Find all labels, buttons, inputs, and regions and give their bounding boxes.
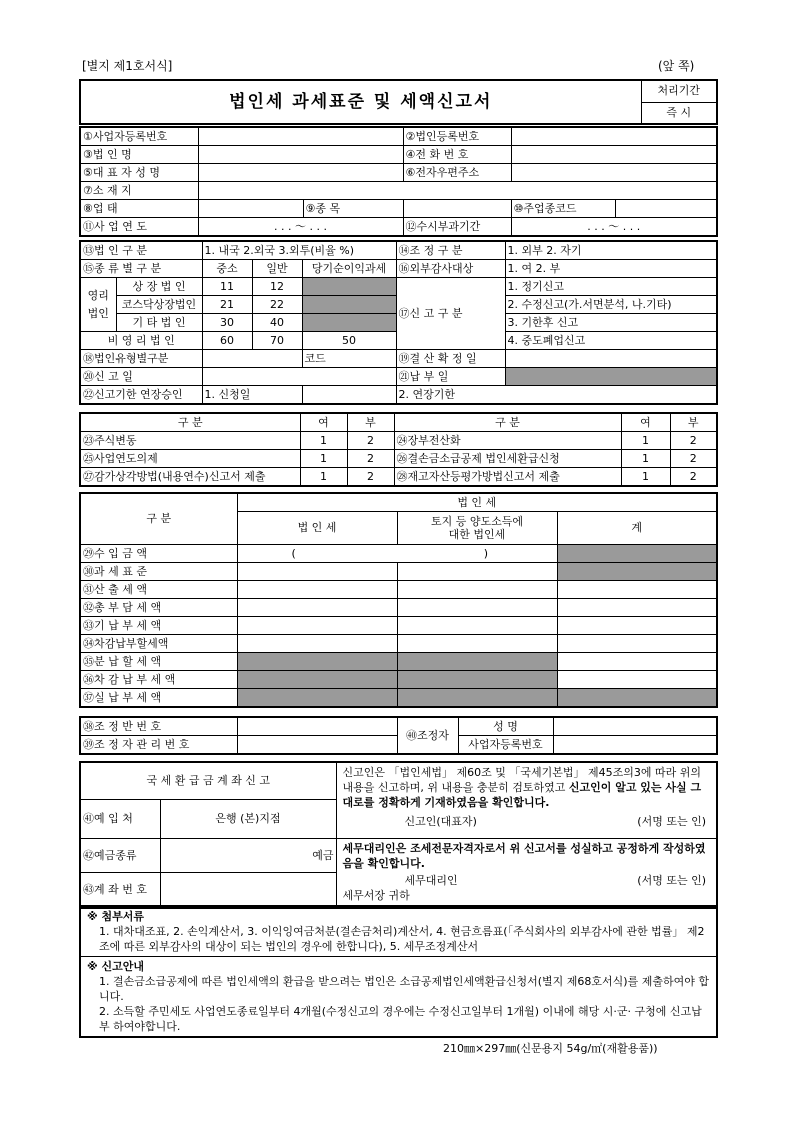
extension-label: ㉒신고기한 연장승인 — [80, 386, 202, 405]
tax-cell[interactable] — [397, 581, 557, 599]
cons-label: 당기순이익과세 — [302, 260, 396, 278]
yn-no[interactable]: 2 — [670, 450, 717, 468]
shaded-cell — [557, 689, 717, 708]
yn-yes[interactable]: 1 — [300, 468, 347, 487]
tax-cell[interactable] — [397, 635, 557, 653]
shaded-cell — [557, 563, 717, 581]
adj-mgmt-label: ㊴조 정 자 관 리 번 호 — [80, 736, 237, 755]
adj-label: ⑭조 정 구 분 — [396, 241, 505, 260]
tax-row-label: ㉞차감납부할세액 — [80, 635, 237, 653]
other-general[interactable]: 40 — [252, 314, 302, 332]
settle-field[interactable] — [505, 350, 717, 368]
report-opt-4[interactable]: 4. 중도폐업신고 — [505, 332, 717, 350]
shaded-cell — [302, 314, 396, 332]
tax-cell[interactable] — [557, 599, 717, 617]
audit-period-label: ⑫수시부과기간 — [403, 218, 511, 237]
listed-general[interactable]: 12 — [252, 278, 302, 296]
tax-row-label: ㉚과 세 표 준 — [80, 563, 237, 581]
tax-cell[interactable] — [397, 599, 557, 617]
yn-no[interactable]: 2 — [670, 432, 717, 450]
tax-cell[interactable] — [557, 617, 717, 635]
addr-label: ⑦소 재 지 — [80, 182, 198, 200]
shaded-cell — [237, 653, 397, 671]
adj-mgmt-field[interactable] — [237, 736, 397, 755]
biz-no-field[interactable] — [198, 127, 403, 146]
profit-corp-label: 영리 법인 — [80, 278, 116, 332]
addr-field[interactable] — [198, 182, 717, 200]
yn-yes[interactable]: 1 — [300, 450, 347, 468]
yn-head-yes: 여 — [621, 413, 670, 432]
ext-audit-value[interactable]: 1. 여 2. 부 — [505, 260, 717, 278]
phone-label: ④전 화 번 호 — [403, 146, 511, 164]
corp-name-field[interactable] — [198, 146, 403, 164]
shaded-cell — [557, 545, 717, 563]
tax-cell[interactable] — [557, 653, 717, 671]
shaded-cell — [397, 689, 557, 708]
biz-no-label: ①사업자등록번호 — [80, 127, 198, 146]
kosdaq-small[interactable]: 21 — [202, 296, 252, 314]
corp-no-label: ②법인등록번호 — [403, 127, 511, 146]
yn-no[interactable]: 2 — [670, 468, 717, 487]
phone-field[interactable] — [511, 146, 717, 164]
guide — [80, 957, 717, 1038]
email-field[interactable] — [511, 164, 717, 182]
ext-apply[interactable]: 1. 신청일 — [202, 386, 302, 405]
ext-deadline[interactable]: 2. 연장기한 — [396, 386, 717, 405]
tax-head-div: 구 분 — [80, 493, 237, 545]
paid-field — [505, 368, 717, 386]
guide-title: ※ 신고안내 — [87, 960, 145, 973]
shaded-cell — [397, 671, 557, 689]
sign-note-2: (서명 또는 인) — [637, 874, 706, 887]
adjuster-label: ㊵조정자 — [397, 717, 458, 754]
page-side: (앞 쪽) — [658, 59, 695, 73]
process-label: 처리기간 — [641, 80, 717, 102]
ext-apply-field[interactable] — [302, 386, 396, 405]
yn-head-yes: 여 — [300, 413, 347, 432]
np-small[interactable]: 60 — [202, 332, 252, 350]
basic-info-table — [79, 126, 718, 237]
tax-cell[interactable] — [237, 617, 397, 635]
corp-no-field[interactable] — [511, 127, 717, 146]
form-title: 법인세 과세표준 및 세액신고서 — [80, 80, 641, 124]
corp-name-label: ③법 인 명 — [80, 146, 198, 164]
rep-field[interactable] — [198, 164, 403, 182]
yn-row-label: ㉗감가상각방법(내용연수)신고서 제출 — [80, 468, 300, 487]
tax-cell[interactable] — [557, 581, 717, 599]
process-value: 즉 시 — [641, 102, 717, 124]
paren-open: ( — [291, 546, 296, 560]
tax-row-label: ㉙수 입 금 액 — [80, 545, 237, 563]
paper-spec: 210㎜×297㎜(신문용지 54g/㎡(재활용품)) — [443, 1042, 658, 1055]
tax-cell[interactable] — [237, 581, 397, 599]
paren-close: ) — [483, 546, 489, 560]
listed-small[interactable]: 11 — [202, 278, 252, 296]
title-block — [79, 79, 718, 125]
attachments — [80, 906, 717, 957]
tax-table — [79, 492, 718, 708]
report-opt-1[interactable]: 1. 정기신고 — [505, 278, 717, 296]
biz-type-label: ⑧업 태 — [80, 200, 198, 218]
code-label: 코드 — [302, 350, 396, 368]
report-opt-2[interactable]: 2. 수정신고(가.서면분석, 나.기타) — [505, 296, 717, 314]
declaration-bold: 신고인이 알고 있는 사실 그대로를 정확하게 기재하였음을 확인합니다. — [342, 781, 702, 809]
yn-row-label: ㉔장부전산화 — [394, 432, 621, 450]
shaded-cell — [237, 689, 397, 708]
yn-yes[interactable]: 1 — [300, 432, 347, 450]
acct-field[interactable] — [160, 873, 336, 909]
yn-head-left: 구 분 — [80, 413, 300, 432]
adjuster-table — [79, 716, 718, 755]
yn-no[interactable]: 2 — [347, 468, 394, 487]
tax-head-land: 토지 등 양도소득에 대한 법인세 — [397, 512, 557, 545]
yn-yes[interactable]: 1 — [621, 432, 670, 450]
yn-head-right: 구 분 — [394, 413, 621, 432]
biz-type-field[interactable] — [198, 200, 303, 218]
sign-note-1: (서명 또는 인) — [637, 815, 706, 828]
tax-cell[interactable] — [237, 599, 397, 617]
yn-row-label: ㉘재고자산등평가방법신고서 제출 — [394, 468, 621, 487]
refund-declaration-table — [79, 761, 718, 909]
yn-row-label: ㉕사업연도의제 — [80, 450, 300, 468]
adj-biz-label: 사업자등록번호 — [458, 736, 553, 755]
guide-1: 1. 결손금소급공제에 따른 법인세액의 환급을 받으려는 법인은 소급공제법인세액환급신청서(별지 제68호서식)를 제출하여야 합니다. — [99, 975, 709, 1003]
yn-yes[interactable]: 1 — [621, 468, 670, 487]
class-label: ⑬법 인 구 분 — [80, 241, 202, 260]
refund-title: 국 세 환 급 금 계 좌 신 고 — [80, 762, 336, 800]
rep-label: ⑤대 표 자 성 명 — [80, 164, 198, 182]
shaded-cell — [237, 671, 397, 689]
office-label: 세무서장 귀하 — [342, 889, 410, 902]
tax-cell[interactable] — [237, 635, 397, 653]
tax-row-label: ㉟분 납 할 세 액 — [80, 653, 237, 671]
other-label: 기 타 법 인 — [116, 314, 202, 332]
agent-label: 세무대리인 — [404, 874, 458, 887]
audit-period-field[interactable]: . . . ～ . . . — [511, 218, 717, 237]
yn-yes[interactable]: 1 — [621, 450, 670, 468]
tax-head-ct: 법 인 세 — [237, 512, 397, 545]
main-code-field[interactable] — [615, 200, 717, 218]
tax-row-label: ㉝기 납 부 세 액 — [80, 617, 237, 635]
yn-no[interactable]: 2 — [347, 432, 394, 450]
guide-2: 2. 소득할 주민세도 사업연도종료일부터 4개월(수정신고의 경우에는 수정신고일부터 1개월) 이내에 해당 시·군· 구청에 신고납부 하여야합니다. — [99, 1005, 702, 1033]
tax-row-label: ㉜총 부 담 세 액 — [80, 599, 237, 617]
filed-field[interactable] — [202, 368, 396, 386]
shaded-cell — [302, 296, 396, 314]
shaded-cell — [302, 278, 396, 296]
settle-label: ⑲결 산 확 정 일 — [396, 350, 505, 368]
np-general[interactable]: 70 — [252, 332, 302, 350]
paid-label: ㉑납 부 일 — [396, 368, 505, 386]
reporter-label: 신고인(대표자) — [404, 815, 477, 828]
email-label: ⑥전자우편주소 — [403, 164, 511, 182]
nonprofit-label: 비 영 리 법 인 — [80, 332, 202, 350]
listed-label: 상 장 법 인 — [116, 278, 202, 296]
yn-row-label: ㉖결손금소급공제 법인세환급신청 — [394, 450, 621, 468]
class-value[interactable]: 1. 내국 2.외국 3.외투(비율 %) — [202, 241, 396, 260]
agent-text: 세무대리인은 조세전문자격자로서 위 신고서를 성실하고 공정하게 작성하였음을 확인합니다. — [342, 842, 706, 870]
tax-row-label: ㊲실 납 부 세 액 — [80, 689, 237, 708]
report-opt-3[interactable]: 3. 기한후 신고 — [505, 314, 717, 332]
yn-head-no: 부 — [670, 413, 717, 432]
kosdaq-general[interactable]: 22 — [252, 296, 302, 314]
bank-field[interactable]: 은행 (본)지점 — [160, 800, 336, 839]
adj-value[interactable]: 1. 외부 2. 자기 — [505, 241, 717, 260]
adj-biz-field[interactable] — [553, 736, 717, 755]
bank-label: ㊶예 입 처 — [80, 800, 160, 839]
yn-row-label: ㉓주식변동 — [80, 432, 300, 450]
attach-text: 1. 대차대조표, 2. 손익계산서, 3. 이익잉여금처분(결손금처리)계산서, 4. 현금흐름표(「주식회사의 외부감사에 관한 법률」 제2조에 따른 외부감사의 대상이 되는 법인의 경우에 한합니다), 5. 세무조정계산서 — [99, 925, 705, 953]
filed-label: ⑳신 고 일 — [80, 368, 202, 386]
yes-no-table — [79, 412, 718, 487]
kind-field[interactable]: 예금 — [160, 839, 336, 873]
agent-declaration — [336, 839, 717, 909]
period-field[interactable]: . . . ～ . . . — [198, 218, 403, 237]
ext-audit-label: ⑯외부감사대상 — [396, 260, 505, 278]
report-label: ⑰신 고 구 분 — [396, 278, 505, 350]
tax-head-corp: 법 인 세 — [237, 493, 717, 512]
yn-no[interactable]: 2 — [347, 450, 394, 468]
tax-cell[interactable] — [397, 563, 557, 581]
type-label: ⑮종 류 별 구 분 — [80, 260, 202, 278]
main-code-label: ⑩주업종코드 — [511, 200, 615, 218]
tax-cell[interactable] — [397, 617, 557, 635]
tax-row-label: ㉛산 출 세 액 — [80, 581, 237, 599]
declaration — [336, 762, 717, 839]
yn-head-no: 부 — [347, 413, 394, 432]
adj-name-field[interactable] — [553, 717, 717, 736]
shaded-cell — [397, 653, 557, 671]
item-field[interactable] — [403, 200, 511, 218]
item-label: ⑨종 목 — [303, 200, 403, 218]
tax-cell[interactable] — [237, 563, 397, 581]
revenue-field[interactable] — [237, 545, 557, 563]
kind-label: ㊷예금종류 — [80, 839, 160, 873]
form-number: [별지 제1호서식] — [82, 59, 173, 73]
kosdaq-label: 코스닥상장법인 — [116, 296, 202, 314]
tax-head-sum: 계 — [557, 512, 717, 545]
adj-num-field[interactable] — [237, 717, 397, 736]
general-label: 일반 — [252, 260, 302, 278]
tax-cell[interactable] — [557, 671, 717, 689]
adj-num-label: ㊳조 정 반 번 호 — [80, 717, 237, 736]
np-cons[interactable]: 50 — [302, 332, 396, 350]
period-label: ⑪사 업 연 도 — [80, 218, 198, 237]
notes-table — [79, 905, 718, 1038]
adj-name-label: 성 명 — [458, 717, 553, 736]
corp-form-field[interactable] — [202, 350, 302, 368]
declaration-text: 신고인은 「법인세법」 제60조 및 「국세기본법」 제45조의3에 따라 위의 내용을 신고하며, 위 내용을 충분히 검토하였고 — [342, 766, 702, 794]
other-small[interactable]: 30 — [202, 314, 252, 332]
tax-cell[interactable] — [557, 635, 717, 653]
tax-row-label: ㊱차 감 납 부 세 액 — [80, 671, 237, 689]
attach-title: ※ 첨부서류 — [87, 910, 145, 923]
corp-class-table — [79, 240, 718, 405]
acct-label: ㊸계 좌 번 호 — [80, 873, 160, 909]
small-label: 중소 — [202, 260, 252, 278]
corp-form-label: ⑱법인유형별구분 — [80, 350, 202, 368]
